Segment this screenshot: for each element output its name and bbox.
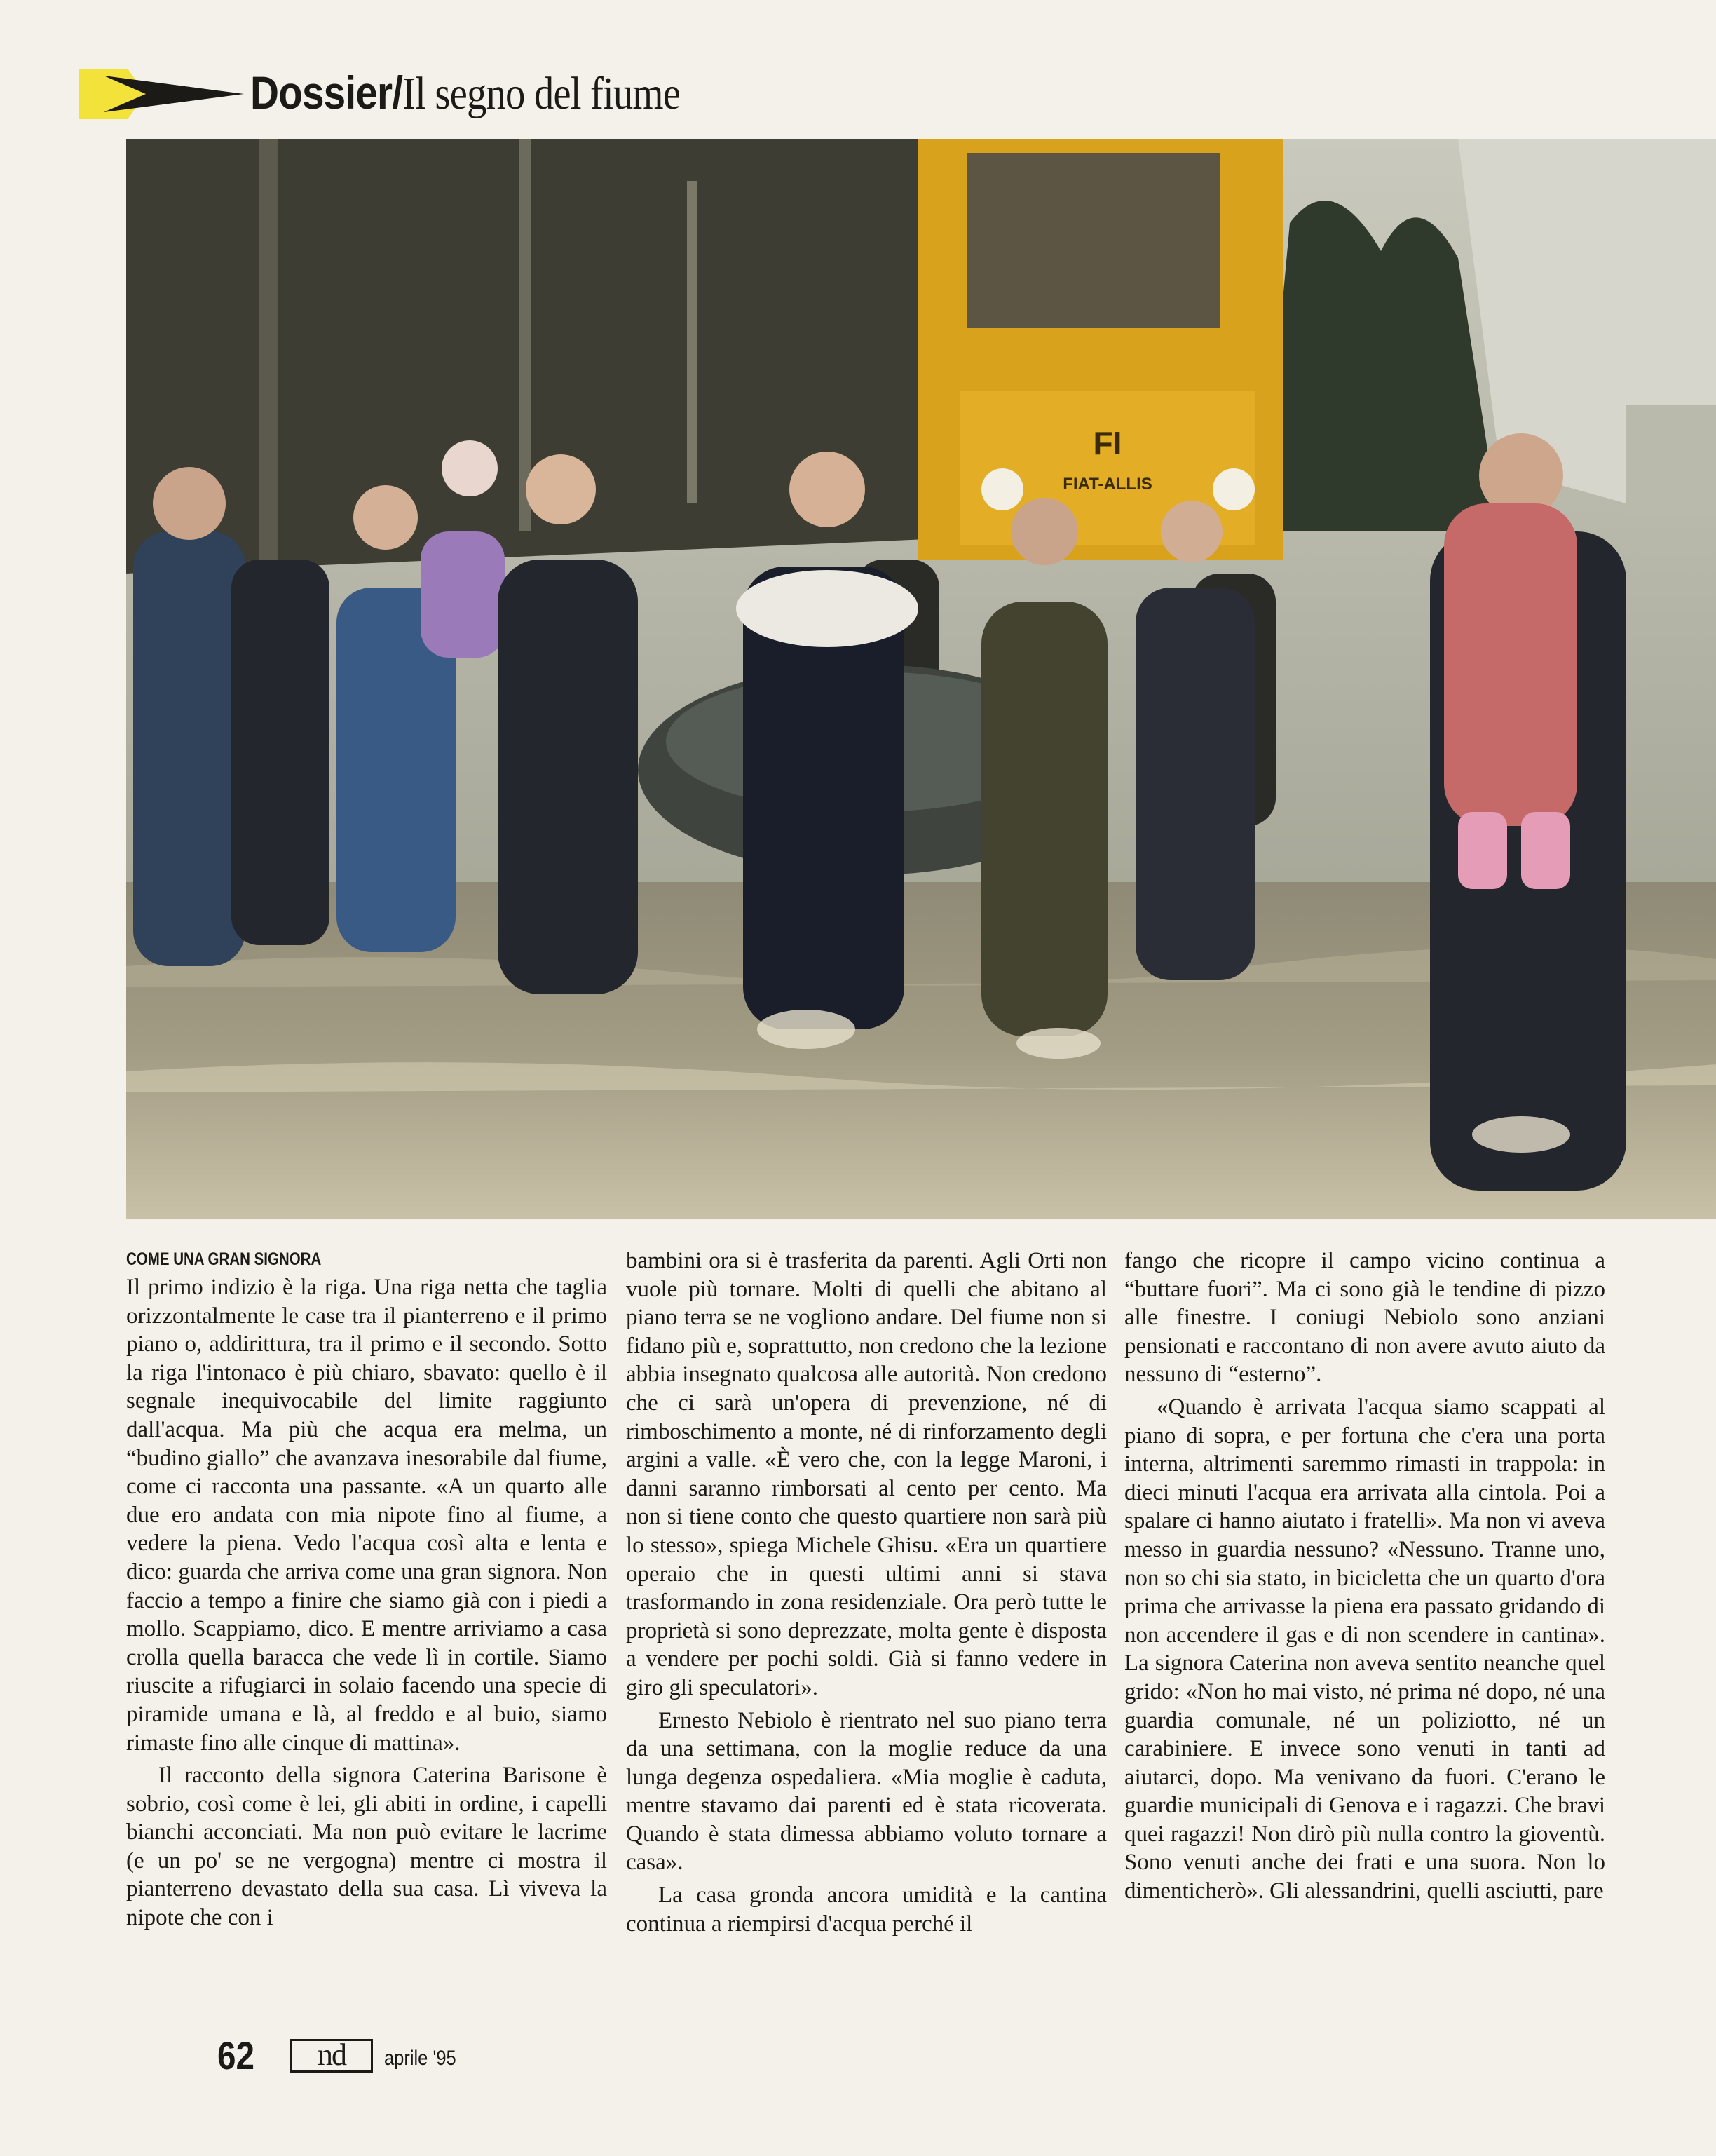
paragraph: Il racconto della signora Caterina Barisone è sobrio, così come è lei, gli abiti in ordine, i capelli bianchi acconciati. Ma non può evitare le lacrime (e un po' se ne vergogna) mentre ci mostra il pianterreno devastato della sua casa. Lì viveva la nipote che con i	[126, 1763, 607, 1931]
header-section: Dossier/	[250, 67, 403, 118]
arrow-icon	[79, 65, 247, 123]
photo-illustration	[126, 139, 1716, 1219]
article-column-2	[626, 1247, 1107, 1938]
paragraph: bambini ora si è trasferita da parenti. Agli Orti non vuole più tornare. Molti di quelli che abitano al piano terra se ne vogliono andare. Del fiume non si fidano più e, soprattutto, non credono che la lezione abbia insegnato qualcosa alle autorità. Non credono che ci sarà un'opera di prevenzione, né di rimboschimento a monte, né di rinforzamento degli argini a valle. «È vero che, con la legge Maroni, i danni saranno rimborsati al cento per cento. Ma non si tiene conto che questo quartiere non sarà più lo stesso», spiega Michele Ghisu. «Era un quartiere operaio che in questi ultimi anni si stava trasformando in zona residenziale. Ora però tutte le proprietà si sono deprezzate, molta gente è disposta a vendere per pochi soldi. Già si fanno vedere in giro gli speculatori».	[626, 1248, 1107, 1700]
magazine-logo: nd	[290, 2039, 373, 2073]
page-footer	[217, 2033, 708, 2082]
flood-rescue-photo	[126, 139, 1716, 1219]
paragraph: «Quando è arrivata l'acqua siamo scappati al piano di sopra, e per fortuna che c'era una porta interna, altrimenti saremmo rimasti in trappola: in dieci minuti l'acqua era arrivata alla cintola. Poi a spalare ci hanno aiutato i fratelli». Ma non vi aveva messo in guardia nessuno? «Nessuno. Tranne uno, non so chi sia stato, in bicicletta che un quarto d'ora prima che arrivasse la piena era passato gridando di non accendere il gas e di non scendere in cantina». La signora Caterina non aveva sentito neanche quel grido: «Non ho mai visto, né prima né dopo, né una guardia comunale, né un poliziotto, né un carabiniere. E invece sono venuti in tanti ad aiutarci, dopo. Ma venivano da fuori. C'erano le guardie municipali di Genova e i ragazzi. Che bravi quei ragazzi! Non dirò più nulla contro la gioventù. Sono venuti anche dei frati e una suora. Non lo dimenticherò». Gli alessandrini, quelli asciutti, pare	[1124, 1394, 1605, 1904]
issue-date: aprile '95	[384, 2047, 456, 2070]
article-column-1	[126, 1247, 607, 1932]
header-title-text: Il segno del fiume	[402, 68, 681, 119]
paragraph: Ernesto Nebiolo è rientrato nel suo piano terra da una settimana, con la moglie reduce da una lunga degenza ospedaliera. «Mia moglie è caduta, mentre stavamo dai parenti ed è stata ricoverata. Quando è stata dimessa abbiamo voluto tornare a casa».	[626, 1707, 1107, 1876]
section-header	[79, 59, 1060, 129]
page-number: 62	[217, 2033, 254, 2077]
header-title	[250, 63, 680, 123]
paragraph: La casa gronda ancora umidità e la cantina continua a riempirsi d'acqua perché il	[626, 1883, 1107, 1937]
paragraph: Il primo indizio è la riga. Una riga netta che taglia orizzontalmente le case tra il pianterreno e il primo piano o, addirittura, tra il primo e il secondo. Sotto la riga l'intonaco è più chiaro, sbavato: quello è il segnale inequivocabile del limite raggiunto dall'acqua. Ma più che acqua era melma, un “budino giallo” che avanzava inesorabile dal fiume, come ci racconta una passante. «A un quarto alle due ero andata con mia nipote fino al fiume, a vedere la piena. Vedo l'acqua così alta e lenta e dico: guarda che arriva come una gran signora. Non faccio a tempo a finire che siamo già con i piedi a mollo. Scappiamo, dico. E mentre arriviamo a casa crolla quella baracca che vede lì in cortile. Siamo riuscite a rifugiarci in solaio facendo una specie di piramide umana e là, al freddo e al buio, siamo rimaste fino alle cinque di mattina».	[126, 1275, 607, 1756]
article-subhead: COME UNA GRAN SIGNORA	[126, 1249, 322, 1269]
vehicle-badge: FI	[1093, 425, 1122, 461]
vehicle-marking: FIAT-ALLIS	[1063, 475, 1152, 494]
paragraph: fango che ricopre il campo vicino continua a “buttare fuori”. Ma ci sono già le tendine di pizzo alle finestre. I coniugi Nebiolo sono anziani pensionati e raccontano di non avere avuto aiuto da nessuno di “esterno”.	[1124, 1248, 1605, 1388]
article-column-3	[1124, 1247, 1605, 1906]
